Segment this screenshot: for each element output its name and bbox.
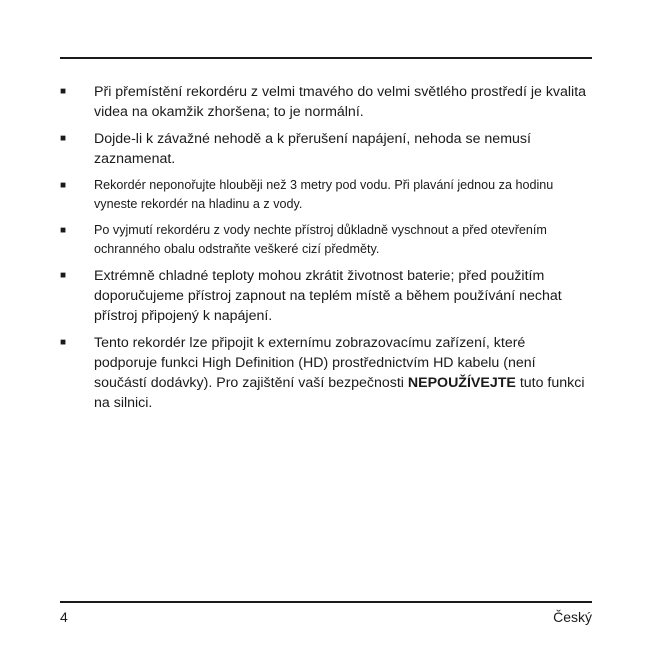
bullet-text-part: Tento rekordér lze připojit k externímu zobrazovacímu zařízení, které podporuje funkci High Definition (HD) prostřednictvím HD kabelu (není součástí dodávky). Pro zajištění vaší bezpečnosti — [94, 335, 536, 391]
bullet-list — [60, 82, 592, 420]
bullet-text — [94, 335, 585, 411]
bullet-text-emphasis: NEPOUŽÍVEJTE — [407, 375, 516, 391]
list-item — [60, 82, 592, 122]
list-item — [60, 221, 592, 259]
list-item — [60, 129, 592, 169]
square-bullet-icon: ■ — [60, 86, 67, 97]
square-bullet-icon: ■ — [60, 180, 67, 191]
square-bullet-icon: ■ — [60, 225, 67, 236]
bottom-rule — [60, 601, 592, 603]
bullet-text: Extrémně chladné teploty mohou zkrátit životnost baterie; před použitím doporučujeme přístroj zapnout na teplém místě a během používání nechat přístroj připojený k napájení. — [94, 268, 562, 324]
page-number: 4 — [60, 609, 68, 625]
list-item — [60, 176, 592, 214]
list-item — [60, 333, 592, 413]
bullet-text: Rekordér neponořujte hlouběji než 3 metry pod vodu. Při plavání jednou za hodinu vyneste rekordér na hladinu a z vody. — [94, 178, 554, 211]
footer-language: Český — [553, 609, 592, 625]
square-bullet-icon: ■ — [60, 337, 67, 348]
square-bullet-icon: ■ — [60, 270, 67, 281]
top-rule — [60, 57, 592, 59]
bullet-text: Po vyjmutí rekordéru z vody nechte přístroj důkladně vyschnout a před otevřením ochranného obalu odstraňte veškeré cizí předměty. — [94, 223, 547, 256]
bullet-text: Dojde-li k závažné nehodě a k přerušení napájení, nehoda se nemusí zaznamenat. — [94, 131, 531, 167]
bullet-text: Při přemístění rekordéru z velmi tmavého do velmi světlého prostředí je kvalita videa na okamžik zhoršena; to je normální. — [94, 84, 587, 120]
square-bullet-icon: ■ — [60, 133, 67, 144]
list-item — [60, 266, 592, 326]
bullet-text-part: tuto funkci na silnici. — [94, 375, 585, 411]
